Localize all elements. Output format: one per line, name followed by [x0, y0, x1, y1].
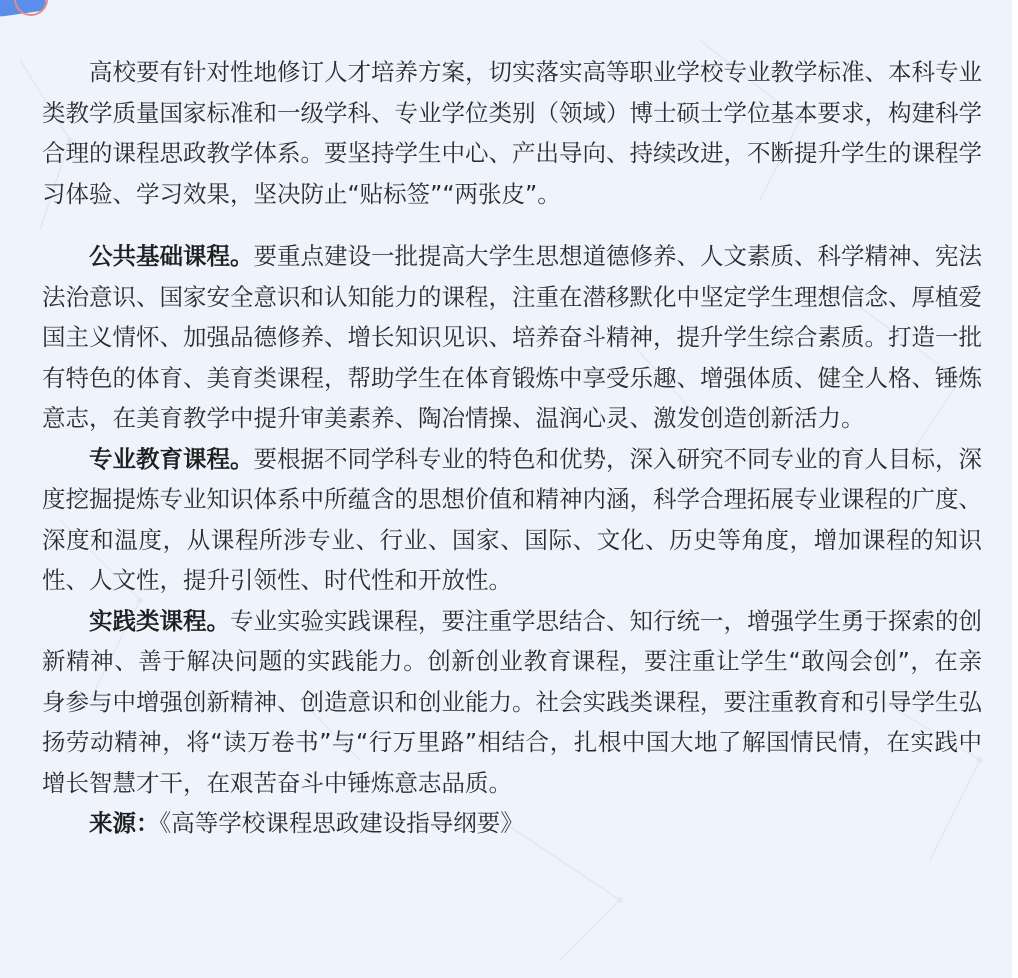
professional-course-heading: 专业教育课程。: [89, 444, 254, 473]
source-text: 《高等学校课程思政建设指导纲要》: [159, 809, 524, 837]
source-line: [42, 803, 982, 844]
paragraph-spacer: [42, 214, 982, 236]
practice-course-paragraph: [42, 601, 982, 804]
practice-course-heading: 实践类课程。: [89, 606, 230, 635]
professional-course-text: 要根据不同学科专业的特色和优势，深入研究不同专业的育人目标，深度挖掘提炼专业知识体系中所蕴含的思想价值和精神内涵，科学合理拓展专业课程的广度、深度和温度，从课程所涉专业、行业、国家、国际、文化、历史等角度，增加课程的知识性、人文性，提升引领性、时代性和开放性。: [42, 444, 982, 594]
source-label: 来源：: [89, 809, 160, 837]
practice-course-text: 专业实验实践课程，要注重学思结合、知行统一，增强学生勇于探索的创新精神、善于解决问题的实践能力。创新创业教育课程，要注重让学生“敢闯会创”，在亲身参与中增强创新精神、创造意识和创业能力。社会实践类课程，要注重教育和引导学生弘扬劳动精神，将“读万卷书”与“行万里路”相结合，扎根中国大地了解国情民情，在实践中增长智慧才干，在艰苦奋斗中锤炼意志品质。: [42, 606, 982, 797]
intro-paragraph: 高校要有针对性地修订人才培养方案，切实落实高等职业学校专业教学标准、本科专业类教学质量国家标准和一级学科、专业学位类别（领域）博士硕士学位基本要求，构建科学合理的课程思政教学体系。要坚持学生中心、产出导向、持续改进，不断提升学生的课程学习体验、学习效果，坚决防止“贴标签”“两张皮”。: [42, 58, 982, 208]
public-course-text: 要重点建设一批提高大学生思想道德修养、人文素质、科学精神、宪法法治意识、国家安全意识和认知能力的课程，注重在潜移默化中坚定学生理想信念、厚植爱国主义情怀、加强品德修养、增长知识见识、培养奋斗精神，提升学生综合素质。打造一批有特色的体育、美育类课程，帮助学生在体育锻炼中享受乐趣、增强体质、健全人格、锤炼意志，在美育教学中提升审美素养、陶冶情操、温润心灵、激发创造创新活力。: [42, 242, 982, 432]
public-course-heading: 公共基础课程。: [89, 242, 254, 270]
professional-course-paragraph: [42, 439, 982, 601]
right-edge-strip: [1012, 0, 1018, 978]
public-course-paragraph: [42, 236, 982, 439]
article-body: [42, 52, 982, 844]
